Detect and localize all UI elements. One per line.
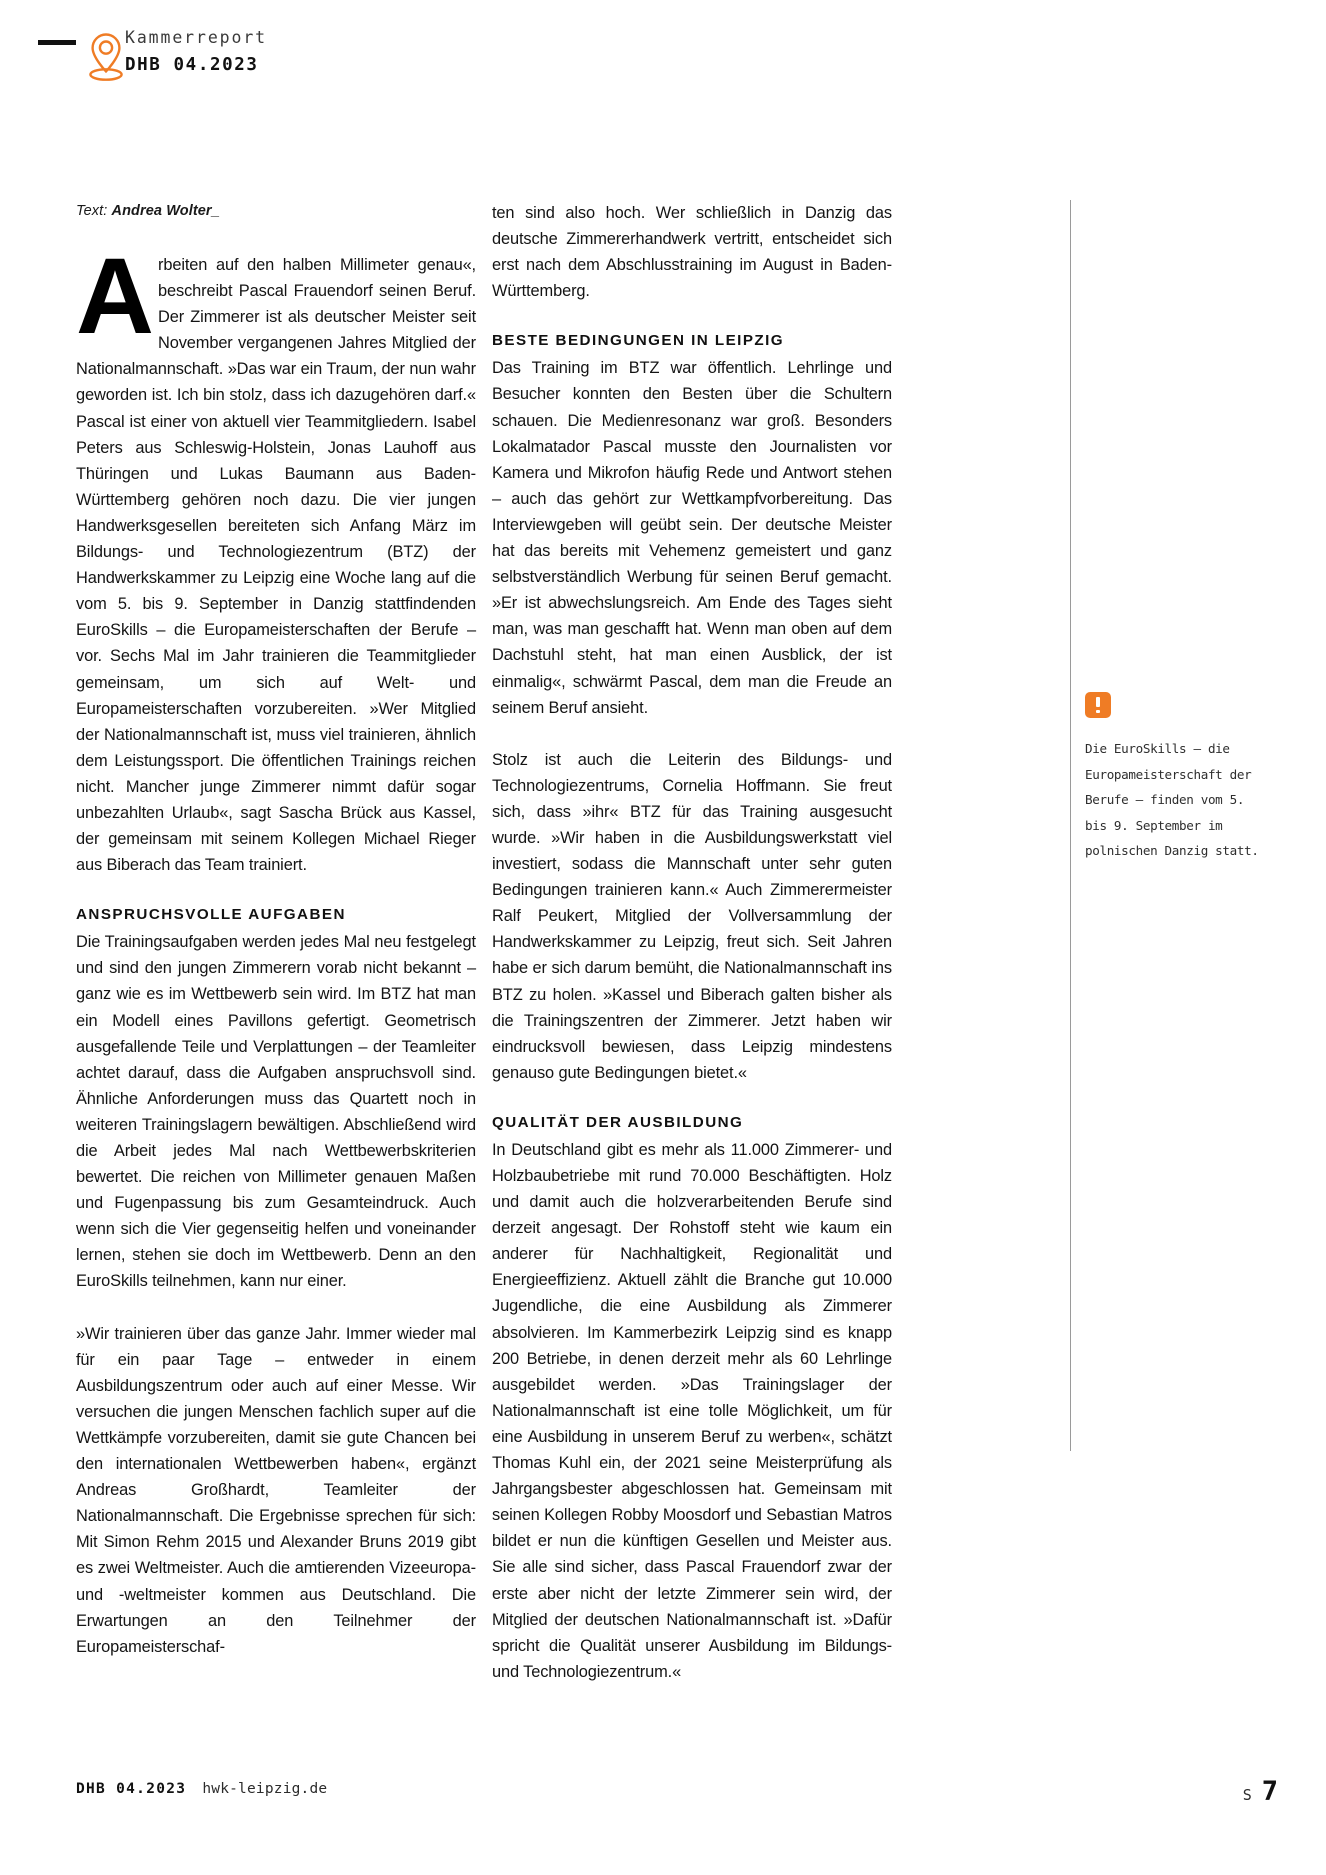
footer-right — [1243, 1776, 1278, 1807]
paragraph-continuation: ten sind also hoch. Wer schließlich in Danzig das deutsche Zimmererhandwerk vertritt, entscheidet sich erst nach dem Abschlusstraining im August in Baden-Württemberg. — [492, 204, 892, 301]
footer-page-prefix: S — [1242, 1786, 1253, 1804]
location-pin-icon — [86, 30, 126, 84]
footer-website: hwk-leipzig.de — [202, 1781, 328, 1797]
lead-paragraph-text: rbeiten auf den halben Millimeter genau«, beschreibt Pascal Frauendorf seinen Beruf. Der Zimmerer ist als deutscher Meister seit November vergangenen Jahres Mitglied der Nationalmannschaft. »Das war ein Traum, der nun wahr geworden ist. Ich bin stolz, dass ich dazugehören darf.« Pascal ist einer von aktuell vier Teammitgliedern. Isabel Peters aus Schleswig-Holstein, Jonas Lauhoff aus Thüringen und Lukas Baumann aus Baden-Württemberg gehören noch dazu. Die vier jungen Handwerksgesellen bereiteten sich Anfang März im Bildungs- und Technologiezentrum (BTZ) der Handwerkskammer zu Leipzig eine Woche lang auf die vom 5. bis 9. September in Danzig stattfindenden EuroSkills – die Europameisterschaften der Berufe – vor. Sechs Mal im Jahr trainieren die Teammitglieder gemeinsam, um sich auf Welt- und Europameisterschaften vorzubereiten. »Wer Mitglied der Nationalmannschaft ist, muss viel trainieren, ähnlich dem Leistungssport. Die öffentlichen Trainings reichen nicht. Mancher junge Zimmerer nimmt dafür sogar unbezahlten Urlaub«, sagt Sascha Brück aus Kassel, der gemeinsam mit seinem Kollegen Michael Rieger aus Biberach das Team trainiert. — [76, 256, 476, 875]
paragraph-qualitaet-der-ausbildung: In Deutschland gibt es mehr als 11.000 Zimmerer- und Holzbaubetriebe mit rund 70.000 Beschäftigten. Holz und damit auch die holzverarbeitenden Berufe sind derzeit angesagt. Der Rohstoff steht wie kaum ein anderer für Nachhaltigkeit, Regionalität und Energieeffizienz. Aktuell zählt die Branche gut 10.000 Jugendliche, die eine Ausbildung als Zimmerer absolvieren. Im Kammerbezirk Leipzig sind es knapp 200 Betriebe, in denen derzeit mehr als 60 Lehrlinge ausgebildet werden. »Das Trainingslager der Nationalmannschaft ist eine tolle Möglichkeit, um für eine Ausbildung in unserem Beruf zu werben«, schätzt Thomas Kuhl ein, der 2021 seine Meisterprüfung als Jahrgangsbester abgeschlossen hat. Gemeinsam mit seinen Kollegen Robby Moosdorf und Sebastian Matros bildet er nun die künftigen Gesellen und Meister aus. Sie alle sind sicher, dass Pascal Frauendorf zwar der erste aber nicht der letzte Zimmerer sein wird, der Mitglied der deutschen Nationalmannschaft ist. »Dafür spricht die Qualität unserer Ausbildung im Bildungs- und Technologiezentrum.« — [492, 1140, 892, 1681]
paragraph-stolz-leiterin: Stolz ist auch die Leiterin des Bildungs- und Technologiezentrums, Cornelia Hoffmann. Sie freut sich, dass »ihr« BTZ für das Training ausgesucht wurde. »Wir haben in die Ausbildungswerkstatt viel investiert, sodass die Mannschaft unter sehr guten Bedingungen trainieren kann.« Auch Zimmerermeister Ralf Peukert, Mitglied der Vollversammlung der Handwerkskammer zu Leipzig, freut sich. Seit Jahren habe er sich darum bemüht, die Nationalmannschaft ins BTZ zu holen. »Kassel und Biberach galten bisher als die Trainingszentren der Zimmerer. Jetzt haben wir eindrucksvoll bewiesen, dass Leipzig mindestens genauso gute Bedingungen bietet.« — [492, 750, 892, 1082]
footer-issue: DHB 04.2023 — [76, 1781, 187, 1797]
page-header — [0, 26, 1326, 96]
header-rule — [38, 40, 76, 45]
article-column-left — [76, 235, 476, 1660]
section-heading-anspruchsvolle-aufgaben: ANSPRUCHSVOLLE AUFGABEN — [76, 906, 346, 924]
article-column-right — [492, 200, 892, 1685]
page-footer — [0, 1776, 1326, 1820]
byline-author: Andrea Wolter_ — [111, 203, 220, 219]
section-heading-beste-bedingungen: BESTE BEDINGUNGEN IN LEIPZIG — [492, 332, 785, 350]
margin-note — [1085, 692, 1263, 864]
paragraph-beste-bedingungen: Das Training im BTZ war öffentlich. Lehrlinge und Besucher konnten den Besten über die Schultern schauen. Die Medienresonanz war groß. Besonders Lokalmatador Pascal musste den Journalisten vor Kamera und Mikrofon häufig Rede und Antwort stehen – auch das gehört zur Wettkampfvorbereitung. Das Interviewgeben will geübt sein. Der deutsche Meister hat das bereits mit Vehemenz gemeistert und ganz selbstverständlich Werbung für seinen Beruf gemacht. »Er ist abwechslungsreich. Am Ende des Tages sieht man, was man geschafft hat. Wenn man oben auf dem Dachstuhl steht, hat man einen Ausblick, der ist einmalig«, schwärmt Pascal, dem man die Freude an seinem Beruf ansieht. — [492, 359, 892, 717]
byline — [76, 203, 220, 219]
paragraph-wir-trainieren: »Wir trainieren über das ganze Jahr. Immer wieder mal für ein paar Tage – entweder in einem Ausbildungszentrum oder auch auf einer Messe. Wir versuchen die jungen Menschen fachlich super auf die Wettkämpfe vorzubereiten, damit sie gute Chancen bei den internationalen Wettbewerben haben«, ergänzt Andreas Großhardt, Teamleiter der Nationalmannschaft. Die Ergebnisse sprechen für sich: Mit Simon Rehm 2015 und Alexander Bruns 2019 gibt es zwei Weltmeister. Auch die amtierenden Vizeeuropa- und -weltmeister kommen aus Deutschland. Die Erwartungen an den Teilnehmer der Europameisterschaf- — [76, 1324, 476, 1656]
byline-prefix: Text: — [76, 203, 112, 219]
paragraph-anspruchsvolle-aufgaben: Die Trainingsaufgaben werden jedes Mal neu festgelegt und sind den jungen Zimmerern vorab nicht bekannt – ganz wie es im Wettbewerb sein wird. Im BTZ hat man ein Modell eines Pavillons gefertigt. Geometrisch ausgefallende Teile und Verplattungen – der Teamleiter achtet darauf, dass die Aufgaben anspruchsvoll sind. Ähnliche Anforderungen muss das Quartett noch in weiteren Trainingslagern bewältigen. Abschließend wird die Arbeit jedes Mal nach Wettbewerbskriterien bewertet. Die reichen von Millimeter genauen Maßen und Fugenpassung bis zum Gesamteindruck. Auch wenn sich die Vier gegenseitig helfen und voneinander lernen, stehen sie doch im Wettbewerb. Denn an den EuroSkills teilnehmen, kann nur einer. — [76, 933, 476, 1291]
exclamation-badge-icon — [1085, 692, 1111, 718]
header-titles — [125, 28, 267, 75]
header-kicker: Kammerreport — [125, 28, 268, 47]
footer-left — [76, 1780, 327, 1798]
header-issue: DHB 04.2023 — [125, 54, 259, 75]
section-heading-qualitaet-der-ausbildung: QUALITÄT DER AUSBILDUNG — [492, 1113, 744, 1131]
margin-divider — [1070, 200, 1071, 1451]
lead-paragraph — [76, 235, 476, 878]
drop-cap: A — [76, 235, 152, 356]
margin-note-text: Die EuroSkills – die Europameisterschaft der Berufe – finden vom 5. bis 9. September im polnischen Danzig statt. — [1085, 741, 1259, 859]
footer-page-number: 7 — [1261, 1776, 1278, 1807]
